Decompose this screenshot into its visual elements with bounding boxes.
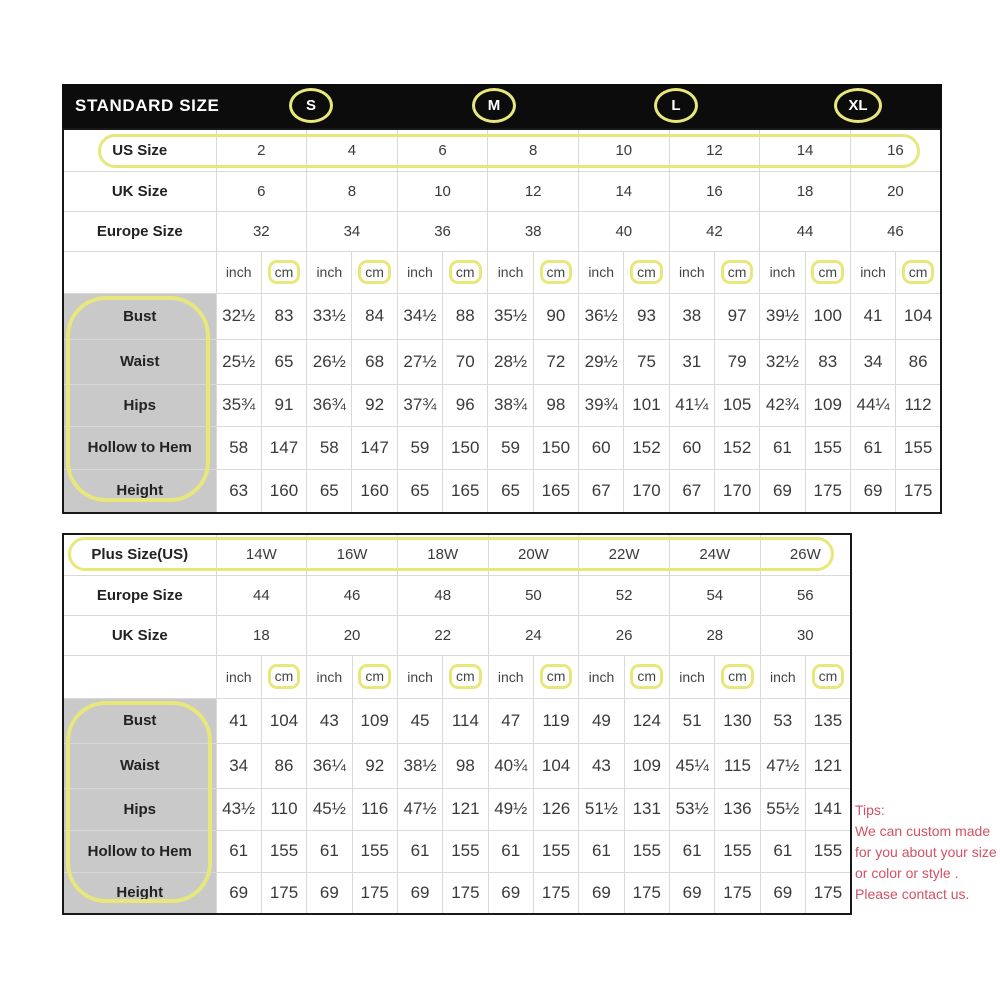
measure-value-cell: 115 [715, 743, 760, 788]
measure-value-cell: 175 [715, 872, 760, 914]
measure-value-cell: 69 [760, 872, 805, 914]
hips-label: Hips [63, 384, 216, 426]
units-row [63, 251, 941, 293]
cm-highlight-badge: cm [812, 664, 845, 688]
measure-value-cell: 155 [533, 830, 578, 872]
measure-value-cell: 27½ [397, 339, 442, 384]
measure-value-cell: 155 [261, 830, 306, 872]
table-row-us-size [63, 129, 941, 171]
inch-unit-cell: inch [488, 655, 533, 698]
measure-value-cell: 69 [760, 469, 805, 513]
measure-value-cell: 86 [896, 339, 941, 384]
plus-size-table [62, 533, 852, 915]
size-value-cell: 6 [397, 129, 488, 171]
measure-value-cell: 175 [533, 872, 578, 914]
measure-value-cell: 69 [307, 872, 352, 914]
measure-value-cell: 110 [261, 788, 306, 830]
cm-unit-cell [533, 251, 578, 293]
plus-size-grid [62, 533, 852, 915]
measure-value-cell: 135 [805, 698, 851, 743]
measure-value-cell: 70 [443, 339, 488, 384]
measure-value-cell: 105 [714, 384, 759, 426]
measure-value-cell: 44¼ [850, 384, 895, 426]
size-value-cell: 12 [488, 171, 579, 211]
measure-value-cell: 43½ [216, 788, 261, 830]
size-value-cell: 26 [579, 615, 670, 655]
measure-value-cell: 28½ [488, 339, 533, 384]
measure-value-cell: 175 [805, 872, 851, 914]
measure-value-cell: 61 [307, 830, 352, 872]
measure-value-cell: 65 [261, 339, 306, 384]
measure-value-cell: 155 [443, 830, 488, 872]
measure-value-cell: 26½ [307, 339, 352, 384]
measure-value-cell: 58 [307, 426, 352, 469]
measure-value-cell: 147 [352, 426, 397, 469]
standard-size-header-bar [62, 84, 942, 128]
cm-unit-cell [443, 655, 488, 698]
tips-line: for you about your size [855, 844, 997, 860]
size-value-cell: 20 [307, 615, 398, 655]
size-value-cell: 32 [216, 211, 307, 251]
measure-value-cell: 165 [533, 469, 578, 513]
size-value-cell: 46 [307, 575, 398, 615]
measure-value-cell: 40¾ [488, 743, 533, 788]
measure-value-cell: 61 [488, 830, 533, 872]
cm-unit-cell [624, 251, 669, 293]
inch-unit-cell: inch [216, 251, 261, 293]
measure-value-cell: 152 [624, 426, 669, 469]
measure-value-cell: 98 [443, 743, 488, 788]
measure-value-cell: 35¾ [216, 384, 261, 426]
waist-label: Waist [63, 339, 216, 384]
cm-highlight-badge: cm [268, 260, 301, 284]
measure-value-cell: 175 [896, 469, 941, 513]
table-row-bust [63, 293, 941, 339]
measure-value-cell: 119 [533, 698, 578, 743]
measure-value-cell: 69 [488, 872, 533, 914]
size-badge-m: M [472, 88, 516, 123]
tips-line: We can custom made [855, 823, 991, 839]
standard_table-table-grid [62, 128, 942, 514]
measure-value-cell: 42¾ [760, 384, 805, 426]
measure-value-cell: 25½ [216, 339, 261, 384]
units-corner-cell [63, 655, 216, 698]
size-value-cell: 44 [760, 211, 851, 251]
measure-value-cell: 155 [805, 830, 851, 872]
cm-highlight-badge: cm [540, 260, 573, 284]
bust-label: Bust [63, 293, 216, 339]
inch-unit-cell: inch [669, 655, 714, 698]
measure-value-cell: 126 [533, 788, 578, 830]
cm-highlight-badge: cm [449, 260, 482, 284]
measure-value-cell: 53½ [669, 788, 714, 830]
size-value-cell: 54 [669, 575, 760, 615]
measure-value-cell: 72 [533, 339, 578, 384]
tips-note [855, 800, 1000, 905]
cm-unit-cell [533, 655, 578, 698]
inch-unit-cell: inch [397, 655, 442, 698]
size-value-cell: 14 [579, 171, 670, 211]
cm-unit-cell [805, 251, 850, 293]
table-row-hollow-to-hem [63, 426, 941, 469]
measure-value-cell: 124 [624, 698, 669, 743]
cm-unit-cell [714, 251, 759, 293]
measure-value-cell: 32½ [760, 339, 805, 384]
cm-unit-cell [896, 251, 941, 293]
measure-value-cell: 63 [216, 469, 261, 513]
size-badge-xl: XL [834, 88, 882, 123]
table-row-waist [63, 743, 851, 788]
cm-unit-cell [715, 655, 760, 698]
inch-unit-cell: inch [397, 251, 442, 293]
measure-value-cell: 150 [533, 426, 578, 469]
size-value-cell: 38 [488, 211, 579, 251]
cm-highlight-badge: cm [630, 664, 663, 688]
measure-value-cell: 175 [261, 872, 306, 914]
measure-value-cell: 109 [352, 698, 397, 743]
tips-title: Tips: [855, 802, 885, 818]
table-row-height [63, 469, 941, 513]
measure-value-cell: 34½ [397, 293, 442, 339]
tips-line: or color or style . [855, 865, 959, 881]
europe-size-label: Europe Size [63, 575, 216, 615]
size-value-cell: 4 [307, 129, 398, 171]
measure-value-cell: 155 [805, 426, 850, 469]
inch-unit-cell: inch [307, 251, 352, 293]
cm-unit-cell [352, 655, 397, 698]
inch-unit-cell: inch [579, 655, 624, 698]
measure-value-cell: 170 [624, 469, 669, 513]
measure-value-cell: 88 [443, 293, 488, 339]
measure-value-cell: 109 [624, 743, 669, 788]
uk-size-label: UK Size [63, 615, 216, 655]
standard-size-table [62, 84, 942, 514]
hips-label: Hips [63, 788, 216, 830]
cm-highlight-badge: cm [358, 260, 391, 284]
measure-value-cell: 100 [805, 293, 850, 339]
measure-value-cell: 141 [805, 788, 851, 830]
measure-value-cell: 69 [216, 872, 261, 914]
waist-label: Waist [63, 743, 216, 788]
measure-value-cell: 92 [352, 384, 397, 426]
measure-value-cell: 53 [760, 698, 805, 743]
size-value-cell: 16W [307, 534, 398, 575]
uk-size-label: UK Size [63, 171, 216, 211]
height-label: Height [63, 469, 216, 513]
measure-value-cell: 150 [443, 426, 488, 469]
measure-value-cell: 152 [714, 426, 759, 469]
table-row-waist [63, 339, 941, 384]
measure-value-cell: 155 [624, 830, 669, 872]
cm-highlight-badge: cm [630, 260, 663, 284]
size-value-cell: 20 [850, 171, 941, 211]
measure-value-cell: 147 [261, 426, 306, 469]
size-value-cell: 8 [488, 129, 579, 171]
measure-value-cell: 41¼ [669, 384, 714, 426]
measure-value-cell: 36¼ [307, 743, 352, 788]
measure-value-cell: 155 [896, 426, 941, 469]
measure-value-cell: 35½ [488, 293, 533, 339]
cm-unit-cell [261, 655, 306, 698]
measure-value-cell: 86 [261, 743, 306, 788]
measure-value-cell: 49½ [488, 788, 533, 830]
plus_table-table-grid [62, 533, 852, 915]
size-value-cell: 14 [760, 129, 851, 171]
size-value-cell: 48 [397, 575, 488, 615]
inch-unit-cell: inch [669, 251, 714, 293]
measure-value-cell: 79 [714, 339, 759, 384]
measure-value-cell: 130 [715, 698, 760, 743]
measure-value-cell: 97 [714, 293, 759, 339]
size-badge-l: L [654, 88, 698, 123]
measure-value-cell: 51½ [579, 788, 624, 830]
measure-value-cell: 92 [352, 743, 397, 788]
measure-value-cell: 39½ [760, 293, 805, 339]
measure-value-cell: 170 [714, 469, 759, 513]
table-row-uk-size [63, 615, 851, 655]
tips-line: Please contact us. [855, 886, 970, 902]
measure-value-cell: 41 [850, 293, 895, 339]
size-value-cell: 10 [579, 129, 670, 171]
table-row-hollow-to-hem [63, 830, 851, 872]
measure-value-cell: 83 [805, 339, 850, 384]
measure-value-cell: 45 [397, 698, 442, 743]
size-value-cell: 12 [669, 129, 760, 171]
europe-size-label: Europe Size [63, 211, 216, 251]
measure-value-cell: 38 [669, 293, 714, 339]
inch-unit-cell: inch [760, 655, 805, 698]
measure-value-cell: 43 [579, 743, 624, 788]
size-value-cell: 52 [579, 575, 670, 615]
size-value-cell: 46 [850, 211, 941, 251]
size-value-cell: 22 [397, 615, 488, 655]
units-row [63, 655, 851, 698]
size-value-cell: 40 [579, 211, 670, 251]
height-label: Height [63, 872, 216, 914]
measure-value-cell: 175 [805, 469, 850, 513]
measure-value-cell: 175 [352, 872, 397, 914]
measure-value-cell: 39¾ [579, 384, 624, 426]
size-value-cell: 8 [307, 171, 398, 211]
measure-value-cell: 45¼ [669, 743, 714, 788]
measure-value-cell: 65 [397, 469, 442, 513]
measure-value-cell: 67 [579, 469, 624, 513]
size-value-cell: 42 [669, 211, 760, 251]
measure-value-cell: 65 [488, 469, 533, 513]
measure-value-cell: 175 [624, 872, 669, 914]
measure-value-cell: 59 [488, 426, 533, 469]
measure-value-cell: 155 [715, 830, 760, 872]
size-value-cell: 16 [850, 129, 941, 171]
cm-unit-cell [624, 655, 669, 698]
size-value-cell: 22W [579, 534, 670, 575]
size-value-cell: 28 [669, 615, 760, 655]
measure-value-cell: 41 [216, 698, 261, 743]
measure-value-cell: 38¾ [488, 384, 533, 426]
inch-unit-cell: inch [307, 655, 352, 698]
inch-unit-cell: inch [850, 251, 895, 293]
measure-value-cell: 114 [443, 698, 488, 743]
measure-value-cell: 34 [850, 339, 895, 384]
measure-value-cell: 61 [760, 830, 805, 872]
measure-value-cell: 47 [488, 698, 533, 743]
measure-value-cell: 160 [352, 469, 397, 513]
measure-value-cell: 47½ [397, 788, 442, 830]
measure-value-cell: 93 [624, 293, 669, 339]
measure-value-cell: 58 [216, 426, 261, 469]
bust-label: Bust [63, 698, 216, 743]
size-value-cell: 34 [307, 211, 398, 251]
cm-highlight-badge: cm [721, 664, 754, 688]
cm-highlight-badge: cm [540, 664, 573, 688]
size-value-cell: 26W [760, 534, 851, 575]
size-value-cell: 30 [760, 615, 851, 655]
cm-highlight-badge: cm [811, 260, 844, 284]
cm-unit-cell [261, 251, 306, 293]
table-row-bust [63, 698, 851, 743]
measure-value-cell: 47½ [760, 743, 805, 788]
size-value-cell: 20W [488, 534, 579, 575]
size-value-cell: 24 [488, 615, 579, 655]
measure-value-cell: 96 [443, 384, 488, 426]
measure-value-cell: 32½ [216, 293, 261, 339]
size-value-cell: 18W [397, 534, 488, 575]
measure-value-cell: 61 [579, 830, 624, 872]
table-row-plus-size-us [63, 534, 851, 575]
measure-value-cell: 51 [669, 698, 714, 743]
measure-value-cell: 165 [443, 469, 488, 513]
measure-value-cell: 61 [397, 830, 442, 872]
measure-value-cell: 61 [850, 426, 895, 469]
cm-highlight-badge: cm [721, 260, 754, 284]
size-value-cell: 2 [216, 129, 307, 171]
measure-value-cell: 136 [715, 788, 760, 830]
size-badge-s: S [289, 88, 333, 123]
measure-value-cell: 98 [533, 384, 578, 426]
measure-value-cell: 175 [443, 872, 488, 914]
plus-size-us-label: Plus Size(US) [63, 534, 216, 575]
size-value-cell: 50 [488, 575, 579, 615]
measure-value-cell: 36¾ [307, 384, 352, 426]
measure-value-cell: 31 [669, 339, 714, 384]
measure-value-cell: 155 [352, 830, 397, 872]
inch-unit-cell: inch [760, 251, 805, 293]
measure-value-cell: 121 [443, 788, 488, 830]
size-value-cell: 24W [669, 534, 760, 575]
measure-value-cell: 75 [624, 339, 669, 384]
measure-value-cell: 67 [669, 469, 714, 513]
measure-value-cell: 37¾ [397, 384, 442, 426]
cm-highlight-badge: cm [902, 260, 935, 284]
cm-highlight-badge: cm [268, 664, 301, 688]
cm-unit-cell [352, 251, 397, 293]
size-value-cell: 44 [216, 575, 307, 615]
size-value-cell: 56 [760, 575, 851, 615]
measure-value-cell: 131 [624, 788, 669, 830]
table-row-hips [63, 384, 941, 426]
measure-value-cell: 65 [307, 469, 352, 513]
measure-value-cell: 49 [579, 698, 624, 743]
table-row-europe-size [63, 575, 851, 615]
measure-value-cell: 60 [669, 426, 714, 469]
measure-value-cell: 61 [216, 830, 261, 872]
measure-value-cell: 55½ [760, 788, 805, 830]
measure-value-cell: 69 [397, 872, 442, 914]
measure-value-cell: 60 [579, 426, 624, 469]
measure-value-cell: 91 [261, 384, 306, 426]
measure-value-cell: 101 [624, 384, 669, 426]
us-size-label: US Size [63, 129, 216, 171]
measure-value-cell: 38½ [397, 743, 442, 788]
measure-value-cell: 29½ [579, 339, 624, 384]
size-value-cell: 36 [397, 211, 488, 251]
measure-value-cell: 45½ [307, 788, 352, 830]
measure-value-cell: 83 [261, 293, 306, 339]
table-row-height [63, 872, 851, 914]
cm-unit-cell [805, 655, 851, 698]
measure-value-cell: 61 [760, 426, 805, 469]
hollow-to-hem-label: Hollow to Hem [63, 830, 216, 872]
size-value-cell: 18 [760, 171, 851, 211]
inch-unit-cell: inch [579, 251, 624, 293]
measure-value-cell: 160 [261, 469, 306, 513]
inch-unit-cell: inch [216, 655, 261, 698]
measure-value-cell: 69 [579, 872, 624, 914]
measure-value-cell: 61 [669, 830, 714, 872]
measure-value-cell: 34 [216, 743, 261, 788]
standard-size-title: STANDARD SIZE [75, 96, 220, 115]
hollow-to-hem-label: Hollow to Hem [63, 426, 216, 469]
measure-value-cell: 84 [352, 293, 397, 339]
measure-value-cell: 43 [307, 698, 352, 743]
measure-value-cell: 104 [261, 698, 306, 743]
measure-value-cell: 68 [352, 339, 397, 384]
size-value-cell: 18 [216, 615, 307, 655]
measure-value-cell: 69 [669, 872, 714, 914]
table-row-uk-size [63, 171, 941, 211]
measure-value-cell: 104 [533, 743, 578, 788]
size-value-cell: 6 [216, 171, 307, 211]
size-value-cell: 16 [669, 171, 760, 211]
cm-highlight-badge: cm [449, 664, 482, 688]
inch-unit-cell: inch [488, 251, 533, 293]
measure-value-cell: 104 [896, 293, 941, 339]
measure-value-cell: 36½ [579, 293, 624, 339]
measure-value-cell: 90 [533, 293, 578, 339]
measure-value-cell: 112 [896, 384, 941, 426]
size-value-cell: 10 [397, 171, 488, 211]
table-row-europe-size [63, 211, 941, 251]
cm-unit-cell [443, 251, 488, 293]
measure-value-cell: 109 [805, 384, 850, 426]
table-row-hips [63, 788, 851, 830]
measure-value-cell: 59 [397, 426, 442, 469]
units-corner-cell [63, 251, 216, 293]
measure-value-cell: 121 [805, 743, 851, 788]
size-value-cell: 14W [216, 534, 307, 575]
measure-value-cell: 33½ [307, 293, 352, 339]
measure-value-cell: 69 [850, 469, 895, 513]
measure-value-cell: 116 [352, 788, 397, 830]
cm-highlight-badge: cm [358, 664, 391, 688]
standard-size-grid [62, 128, 942, 514]
